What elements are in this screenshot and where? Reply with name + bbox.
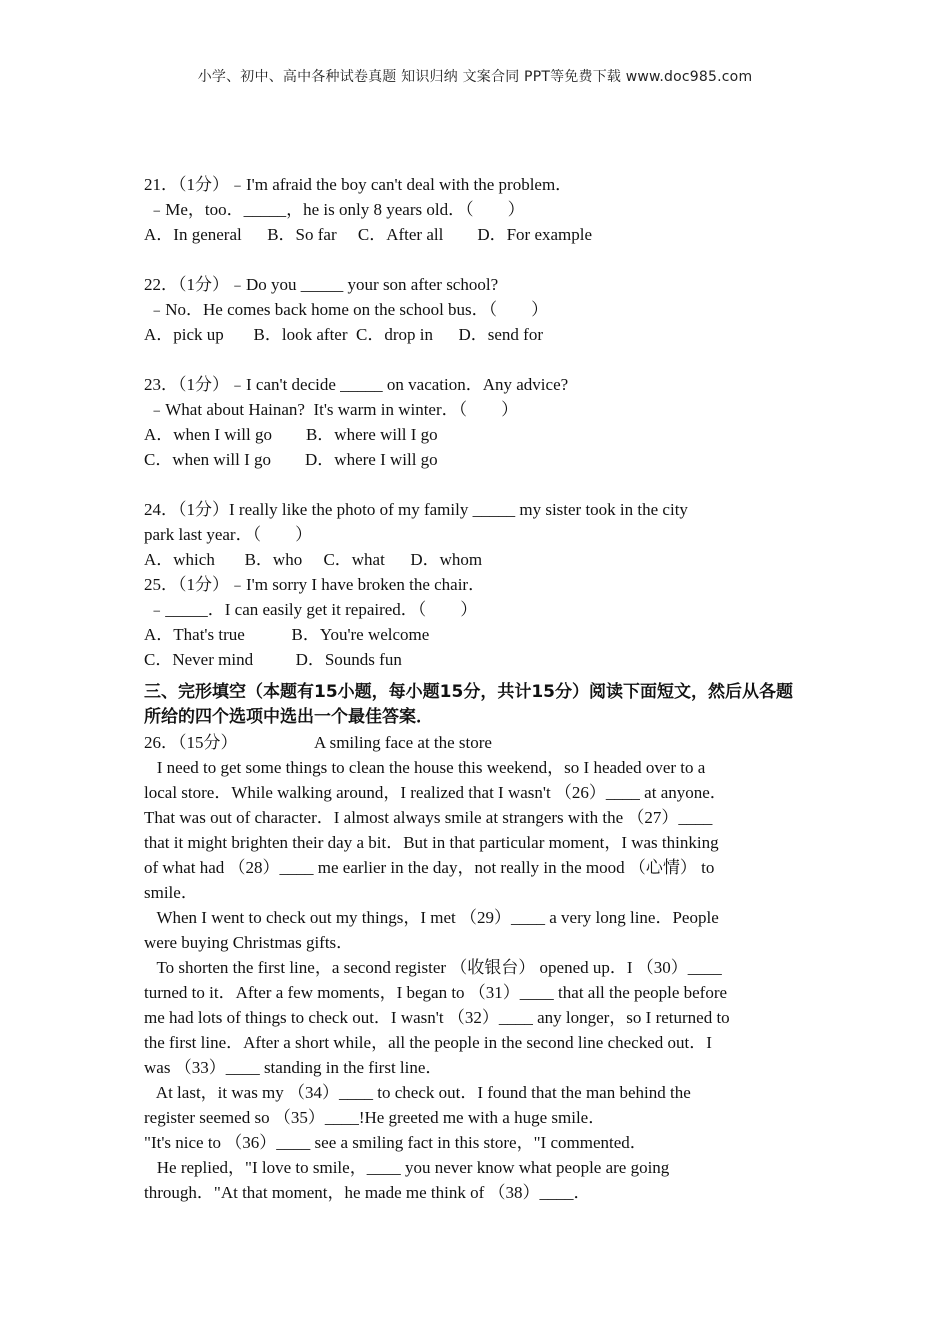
passage-line: At last，it was my （34）____ to check out．I found that the man behind the xyxy=(144,1083,691,1102)
question-stem-continued: park last year．（ ） xyxy=(144,525,313,544)
question-options: A．In general B．So far C．After all D．For example xyxy=(144,225,593,244)
section-title: 三、完形填空（本题有15小题，每小题15分，共计15分）阅读下面短文，然后从各题所给的四个选项中选出一个最佳答案． xyxy=(144,682,793,727)
question-dialogue: ﹣_____．I can easily get it repaired．（ ） xyxy=(144,600,478,619)
question-stem: 25．（1分）﹣I'm sorry I have broken the chair． xyxy=(144,575,486,594)
passage-line: "It's nice to （36）____ see a smiling fact in this store，"I commented． xyxy=(144,1133,647,1152)
question-options: A．when I will go B．where will I go xyxy=(144,425,438,444)
passage-line: That was out of character．I almost always smile at strangers with the （27）____ xyxy=(144,808,713,827)
passage-line: of what had （28）____ me earlier in the day，not really in the mood （心情） to xyxy=(144,858,715,877)
question-21 xyxy=(144,172,809,247)
question-25 xyxy=(144,572,809,672)
passage-line: To shorten the first line，a second register （收银台） opened up．I （30）____ xyxy=(144,958,722,977)
passage-line: were buying Christmas gifts． xyxy=(144,933,354,952)
question-dialogue: ﹣No．He comes back home on the school bus．（ ） xyxy=(144,300,549,319)
passage-line: was （33）____ standing in the first line． xyxy=(144,1058,443,1077)
question-options: C．when will I go D．where I will go xyxy=(144,450,438,469)
passage-line: turned to it．After a few moments，I began to （31）____ that all the people before xyxy=(144,983,728,1002)
question-options: C．Never mind D．Sounds fun xyxy=(144,650,402,669)
passage-line: that it might brighten their day a bit．But in that particular moment，I was thinking xyxy=(144,833,719,852)
question-dialogue: ﹣What about Hainan? It's warm in winter．（ ） xyxy=(144,400,519,419)
passage-line: the first line．After a short while，all the people in the second line checked out．I xyxy=(144,1033,712,1052)
passage-line: me had lots of things to check out．I wasn't （32）____ any longer，so I returned to xyxy=(144,1008,730,1027)
passage-line: register seemed so （35）____!He greeted me with a huge smile． xyxy=(144,1108,606,1127)
passage-line: I need to get some things to clean the house this weekend，so I headed over to a xyxy=(144,758,706,777)
question-stem: 23．（1分）﹣I can't decide _____ on vacation．Any advice? xyxy=(144,375,569,394)
page-header: 小学、初中、高中各种试卷真题 知识归纳 文案合同 PPT等免费下载 www.doc985.com xyxy=(197,69,753,85)
passage-line: smile． xyxy=(144,883,198,902)
passage-heading: 26．（15分） A smiling face at the store xyxy=(144,733,492,752)
passage-line: through．"At that moment，he made me think of （38）____． xyxy=(144,1183,591,1202)
question-dialogue: ﹣Me，too．_____，he is only 8 years old．（ ） xyxy=(144,200,525,219)
question-stem: 22．（1分）﹣Do you _____ your son after school? xyxy=(144,275,499,294)
document-body xyxy=(144,172,809,1205)
cloze-passage xyxy=(144,730,809,1205)
passage-line: He replied，"I love to smile，____ you never know what people are going xyxy=(144,1158,670,1177)
question-options: A．which B．who C．what D．whom xyxy=(144,550,483,569)
question-stem: 24．（1分）I really like the photo of my family _____ my sister took in the city xyxy=(144,500,688,519)
question-options: A．pick up B．look after C．drop in D．send for xyxy=(144,325,543,344)
question-stem: 21．（1分）﹣I'm afraid the boy can't deal with the problem． xyxy=(144,175,573,194)
question-24 xyxy=(144,497,809,572)
question-options: A．That's true B．You're welcome xyxy=(144,625,430,644)
question-22 xyxy=(144,272,809,347)
passage-line: When I went to check out my things，I met （29）____ a very long line．People xyxy=(144,908,719,927)
question-23 xyxy=(144,372,809,472)
passage-line: local store．While walking around，I realized that I wasn't （26）____ at anyone． xyxy=(144,783,727,802)
